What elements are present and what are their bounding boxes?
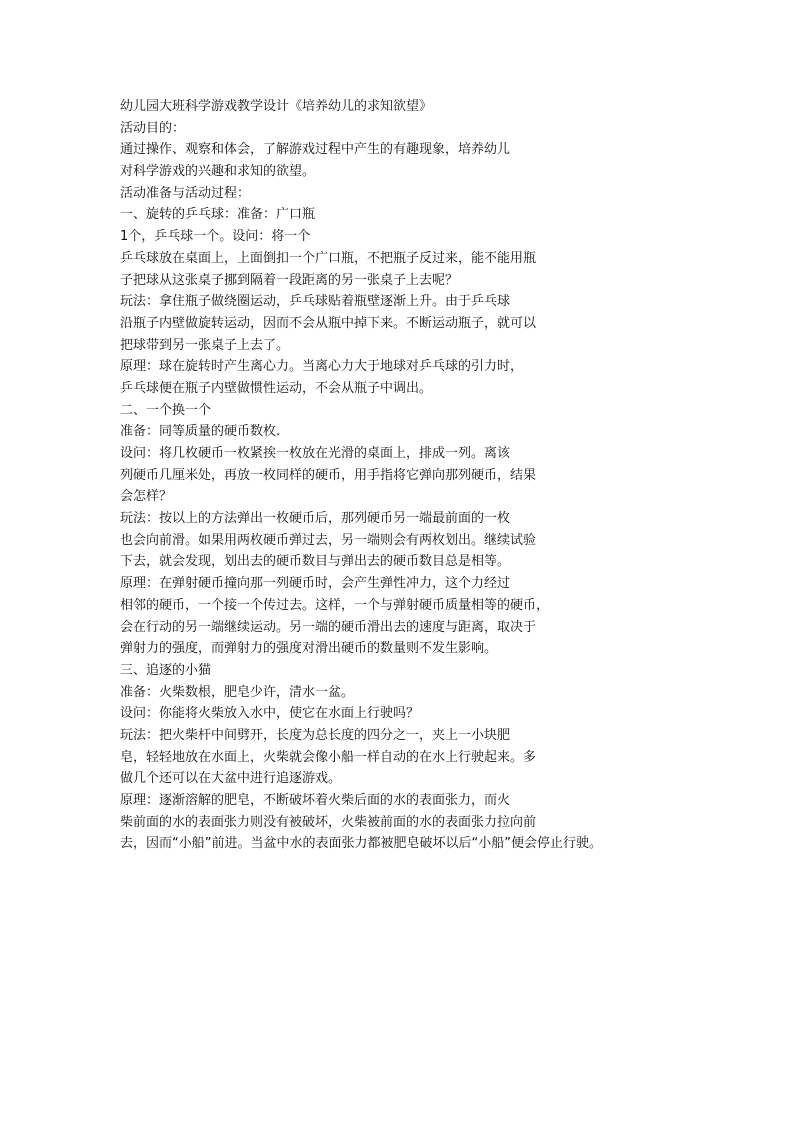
- text-line: 准备：火柴数根，肥皂少许，清水一盆。: [120, 684, 355, 700]
- text-line: 乒乓球放在桌面上，上面倒扣一个广口瓶，不把瓶子反过来，能不能用瓶: [120, 250, 537, 266]
- text-line: 原理：球在旋转时产生离心力。当离心力大于地球对乒乓球的引力时，: [120, 359, 524, 375]
- text-line: 设问：你能将火柴放入水中，使它在水面上行驶吗？: [120, 706, 420, 722]
- text-line: 玩法：把火柴杆中间劈开，长度为总长度的四分之一，夹上一小块肥: [120, 727, 511, 743]
- document-title: 幼儿园大班科学游戏教学设计《培养幼儿的求知欲望》: [120, 99, 433, 114]
- text-line: 乒乓球便在瓶子内壁做惯性运动，不会从瓶子中调出。: [120, 380, 433, 396]
- text-line: 皂，轻轻地放在水面上，火柴就会像小船一样自动的在水上行驶起来。多: [120, 749, 537, 765]
- text-line: 相邻的硬币，一个接一个传过去。这样，一个与弹射硬币质量相等的硬币，: [120, 597, 550, 613]
- text-line: 1个，乒乓球一个。设问：将一个: [120, 229, 311, 245]
- text-line: 玩法：拿住瓶子做绕圈运动，乒乓球贴着瓶壁逐渐上升。由于乒乓球: [120, 294, 511, 310]
- text-line: 会在行动的另一端继续运动。另一端的硬币滑出去的速度与距离，取决于: [120, 619, 537, 635]
- text-line: 沿瓶子内壁做旋转运动，因而不会从瓶中掉下来。不断运动瓶子，就可以: [120, 315, 537, 331]
- text-line: 通过操作、观察和体会，了解游戏过程中产生的有趣现象，培养幼儿: [120, 142, 511, 158]
- text-line: 也会向前滑。如果用两枚硬币弹过去，另一端则会有两枚划出。继续试验: [120, 532, 537, 548]
- text-line: 把球带到另一张桌子上去了。: [120, 337, 290, 353]
- text-line: 对科学游戏的兴趣和求知的欲望。: [120, 164, 316, 180]
- section-heading: 二、一个换一个: [120, 402, 212, 418]
- section-heading: 活动准备与活动过程：: [120, 185, 251, 201]
- text-line: 子把球从这张桌子挪到隔着一段距离的另一张桌子上去呢？: [120, 272, 459, 288]
- text-line: 列硬币几厘米处，再放一枚同样的硬币，用手指将它弹向那列硬币，结果: [120, 467, 537, 483]
- document-body: [120, 96, 790, 855]
- section-heading: 一、旋转的乒乓球：准备：广口瓶: [120, 207, 316, 223]
- text-line: 原理：逐渐溶解的肥皂，不断破坏着火柴后面的水的表面张力，而火: [120, 793, 511, 808]
- text-line: 去，因而“小船”前进。当盆中水的表面张力都被肥皂破坏以后“小船”便会停止行驶。: [120, 836, 602, 852]
- text-line: 弹射力的强度，而弹射力的强度对滑出硬币的数量则不发生影响。: [120, 641, 498, 657]
- text-line: 柴前面的水的表面张力则没有被破坏，火柴被前面的水的表面张力拉向前: [120, 814, 537, 830]
- section-heading: 三、追逐的小猫: [120, 662, 212, 678]
- text-line: 玩法：按以上的方法弹出一枚硬币后，那列硬币另一端最前面的一枚: [120, 511, 511, 527]
- text-line: 会怎样？: [120, 489, 173, 505]
- section-heading: 活动目的：: [120, 120, 186, 136]
- text-line: 下去，就会发现，划出去的硬币数目与弹出去的硬币数目总是相等。: [120, 554, 511, 570]
- text-line: 准备：同等质量的硬币数枚.: [120, 424, 281, 440]
- text-line: 设问：将几枚硬币一枚紧挨一枚放在光滑的桌面上，排成一列。离该: [120, 446, 511, 461]
- text-line: 做几个还可以在大盆中进行追逐游戏。: [120, 771, 342, 787]
- text-line: 原理：在弹射硬币撞向那一列硬币时，会产生弹性冲力，这个力经过: [120, 576, 511, 592]
